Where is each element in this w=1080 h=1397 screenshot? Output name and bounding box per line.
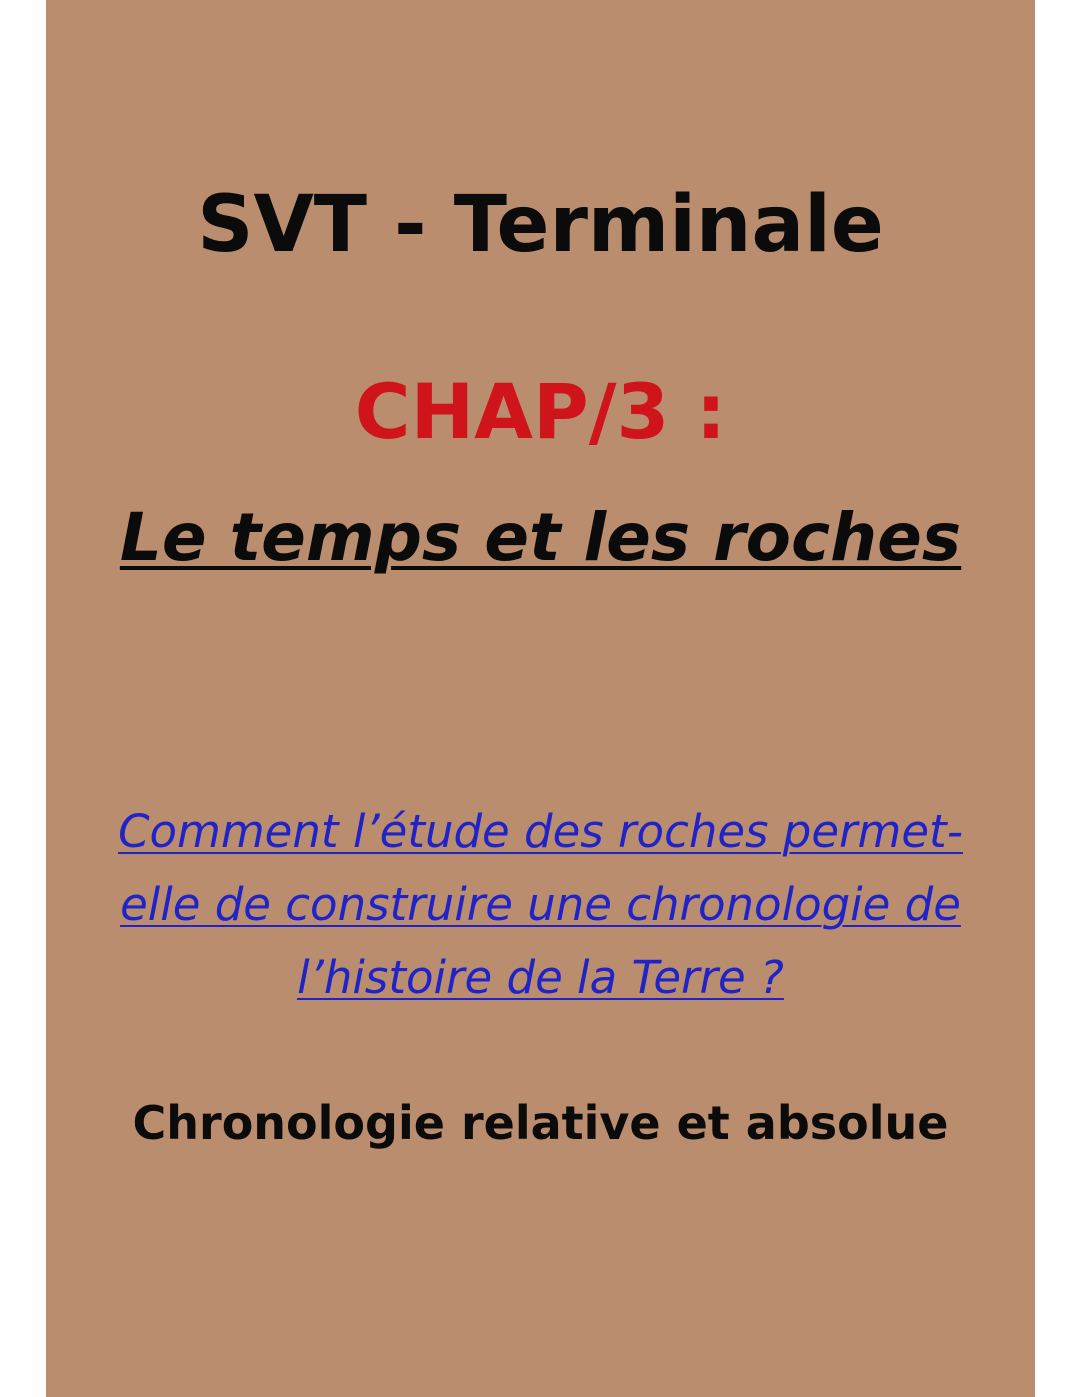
problem-question-link[interactable]: Comment l’étude des roches permet-elle de construire une chronologie de l’histoire de la Terre ? xyxy=(118,805,963,1004)
document-title: SVT - Terminale xyxy=(197,180,884,270)
chapter-heading: CHAP/3 : xyxy=(354,367,727,456)
chapter-subtitle xyxy=(46,488,1035,588)
section-heading: Chronologie relative et absolue xyxy=(132,1096,949,1150)
document-page xyxy=(46,0,1035,1397)
problem-question xyxy=(101,795,980,1014)
chapter-subtitle-text: Le temps et les roches xyxy=(119,499,962,576)
